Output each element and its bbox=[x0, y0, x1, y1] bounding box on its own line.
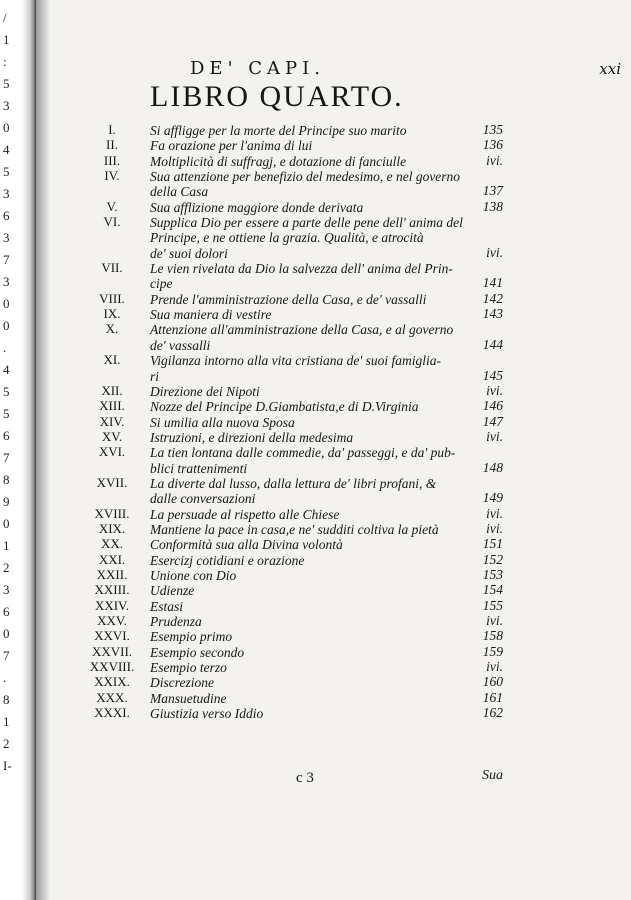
page-reference: 154 bbox=[482, 582, 503, 598]
margin-glyph: 0 bbox=[3, 296, 10, 311]
chapter-number: XII. bbox=[101, 382, 123, 398]
chapter-title-line: Vigilanza intorno alla vita cristiana de' suoi famiglia- bbox=[150, 353, 442, 369]
page-reference: 144 bbox=[482, 336, 503, 352]
margin-glyph: . bbox=[3, 670, 7, 685]
margin-glyph: 3 bbox=[3, 186, 10, 201]
chapter-number: XXVIII. bbox=[89, 659, 135, 675]
page-reference: 136 bbox=[482, 137, 503, 153]
page-reference: 143 bbox=[482, 306, 503, 322]
chapter-title-line: Esercizj cotidiani e orazione bbox=[150, 552, 305, 568]
toc-entry bbox=[0, 292, 631, 307]
chapter-title-line: de' suoi dolori bbox=[150, 245, 228, 261]
chapter-title-line: Esempio primo bbox=[150, 629, 233, 645]
chapter-title-line: Principe, e ne ottiene la grazia. Qualità, e atrocità bbox=[150, 230, 424, 246]
section-title: LIBRO QUARTO. bbox=[150, 80, 404, 113]
chapter-number: XXXI. bbox=[94, 705, 130, 721]
page-reference: ivi. bbox=[486, 382, 503, 398]
toc-entry bbox=[0, 200, 631, 215]
toc-entry bbox=[0, 169, 631, 200]
margin-glyph: 5 bbox=[3, 384, 10, 399]
margin-glyph: 0 bbox=[3, 626, 10, 641]
toc-entry bbox=[0, 553, 631, 568]
toc-entry bbox=[0, 353, 631, 384]
margin-glyph: 8 bbox=[3, 472, 10, 487]
toc-entry bbox=[0, 322, 631, 353]
chapter-number: X. bbox=[105, 321, 119, 337]
margin-glyph: 0 bbox=[3, 120, 10, 135]
margin-glyph: 3 bbox=[3, 230, 10, 245]
catchword: Sua bbox=[482, 768, 503, 783]
margin-glyph: 3 bbox=[3, 98, 10, 113]
page-reference: 155 bbox=[482, 597, 503, 613]
chapter-number: VI. bbox=[103, 214, 121, 230]
toc-entry bbox=[0, 537, 631, 552]
toc-entry bbox=[0, 138, 631, 153]
page-reference: 142 bbox=[482, 290, 503, 306]
margin-glyph: 7 bbox=[3, 252, 10, 267]
page-reference: ivi. bbox=[486, 152, 503, 168]
chapter-title-line: ri bbox=[150, 368, 160, 384]
page-reference: ivi. bbox=[486, 520, 503, 536]
chapter-title-line: Istruzioni, e direzioni della medesima bbox=[150, 429, 354, 445]
margin-glyph: 9 bbox=[3, 494, 10, 509]
page-reference: 153 bbox=[482, 566, 503, 582]
chapter-title-line: Attenzione all'amministrazione della Casa, e al governo bbox=[150, 322, 454, 338]
chapter-title-line: La persuade al rispetto alle Chiese bbox=[150, 506, 340, 522]
page-reference: ivi. bbox=[486, 613, 503, 628]
chapter-number: XVII. bbox=[96, 474, 128, 490]
page-reference: 161 bbox=[482, 689, 503, 705]
margin-glyph: 4 bbox=[3, 362, 10, 377]
chapter-title-line: Sua maniera di vestire bbox=[150, 307, 272, 323]
page-reference: 135 bbox=[482, 122, 503, 137]
chapter-number: I. bbox=[108, 122, 116, 137]
page-reference: 138 bbox=[482, 198, 503, 214]
margin-glyph: 6 bbox=[3, 428, 10, 443]
margin-glyph: 5 bbox=[3, 164, 10, 179]
chapter-title-line: La tien lontana dalle commedie, da' passeggi, e da' pub- bbox=[150, 445, 456, 461]
page-reference: 141 bbox=[482, 275, 503, 291]
toc-entry bbox=[0, 691, 631, 706]
chapter-title-line: Fa orazione per l'anima di lui bbox=[150, 138, 313, 154]
chapter-title-line: Discrezione bbox=[150, 675, 214, 691]
toc-entry bbox=[0, 154, 631, 169]
toc-entry bbox=[0, 599, 631, 614]
page-reference: 145 bbox=[482, 367, 503, 383]
chapter-title-line: Sua attenzione per benefizio del medesimo, e nel governo bbox=[150, 169, 461, 185]
margin-glyph: 0 bbox=[3, 318, 10, 333]
toc-entry bbox=[0, 629, 631, 644]
chapter-title-line: Esempio terzo bbox=[150, 660, 227, 676]
toc-entry bbox=[0, 568, 631, 583]
chapter-title-line: Unione con Dio bbox=[150, 567, 237, 583]
signature-mark: c 3 bbox=[296, 770, 314, 786]
chapter-title-line: della Casa bbox=[150, 184, 209, 200]
chapter-title-line: de' vassalli bbox=[150, 337, 211, 353]
toc-entry bbox=[0, 522, 631, 537]
chapter-title-line: cipe bbox=[150, 276, 173, 292]
page-reference: 160 bbox=[482, 674, 503, 690]
margin-glyph: 2 bbox=[3, 560, 10, 575]
toc-entry bbox=[0, 384, 631, 399]
page-reference: ivi. bbox=[486, 428, 503, 444]
page-reference: 148 bbox=[482, 459, 503, 475]
chapter-number: XXII. bbox=[96, 566, 128, 582]
margin-glyph: 2 bbox=[3, 736, 10, 751]
page-reference: 151 bbox=[482, 536, 503, 552]
chapter-number: III. bbox=[103, 152, 121, 168]
toc-entry bbox=[0, 261, 631, 292]
chapter-title-line: blici trattenimenti bbox=[150, 460, 248, 476]
page-reference: 146 bbox=[482, 398, 503, 414]
toc-entry bbox=[0, 583, 631, 598]
chapter-title-line: Sua afflizione maggiore donde derivata bbox=[150, 199, 364, 215]
chapter-number: XVIII. bbox=[94, 505, 130, 521]
toc-entry bbox=[0, 675, 631, 690]
chapter-number: XX. bbox=[100, 536, 124, 552]
chapter-number: XXIV. bbox=[94, 597, 130, 613]
margin-glyph: 5 bbox=[3, 406, 10, 421]
chapter-title-line: Prudenza bbox=[150, 614, 202, 629]
chapter-title-line: Prende l'amministrazione della Casa, e de' vassalli bbox=[150, 291, 427, 307]
margin-glyph: I- bbox=[3, 758, 12, 773]
page-reference: 162 bbox=[482, 705, 503, 721]
page-reference: 137 bbox=[482, 183, 503, 199]
chapter-title-line: Udienze bbox=[150, 583, 195, 599]
chapter-number: XXVII. bbox=[91, 643, 133, 659]
chapter-number: XXV. bbox=[97, 613, 127, 628]
margin-glyph: 1 bbox=[3, 538, 10, 553]
margin-glyph: 4 bbox=[3, 142, 10, 157]
page-reference: ivi. bbox=[486, 244, 503, 260]
toc-entry bbox=[0, 123, 631, 138]
chapter-title-line: Si umilia alla nuova Sposa bbox=[150, 414, 295, 430]
toc-entry bbox=[0, 430, 631, 445]
margin-glyph: 6 bbox=[3, 208, 10, 223]
chapter-number: VII. bbox=[101, 260, 123, 276]
toc-entry bbox=[0, 645, 631, 660]
chapter-title-line: Nozze del Principe D.Giambatista,e di D.Virginia bbox=[150, 399, 419, 415]
toc-entry bbox=[0, 415, 631, 430]
chapter-number: IV. bbox=[104, 168, 120, 184]
margin-glyph: 8 bbox=[3, 692, 10, 707]
chapter-number: XV. bbox=[101, 428, 123, 444]
margin-glyph: 3 bbox=[3, 274, 10, 289]
chapter-number: XVI. bbox=[98, 444, 126, 460]
toc-entry bbox=[0, 476, 631, 507]
margin-glyph: 3 bbox=[3, 582, 10, 597]
chapter-number: XIV. bbox=[99, 413, 125, 429]
chapter-number: XI. bbox=[103, 352, 121, 368]
page-reference: 149 bbox=[482, 490, 503, 506]
toc-entry bbox=[0, 307, 631, 322]
chapter-title-line: La diverte dal lusso, dalla lettura de' libri profani, & bbox=[150, 475, 437, 491]
chapter-title-line: Si affligge per la morte del Principe suo marito bbox=[150, 123, 407, 138]
margin-glyph: 7 bbox=[3, 648, 10, 663]
margin-glyph: . bbox=[3, 340, 7, 355]
margin-glyph: 1 bbox=[3, 714, 10, 729]
page-reference: ivi. bbox=[486, 505, 503, 521]
chapter-title-line: Mantiene la pace in casa,e ne' sudditi coltiva la pietà bbox=[150, 521, 439, 537]
chapter-number: V. bbox=[106, 198, 118, 214]
chapter-title-line: dalle conversazioni bbox=[150, 491, 256, 507]
page-reference: 147 bbox=[482, 413, 503, 429]
chapter-title-line: Conformità sua alla Divina volontà bbox=[150, 537, 343, 553]
running-title: DE' CAPI. bbox=[190, 58, 325, 79]
chapter-title-line: Le vien rivelata da Dio la salvezza dell' anima del Prin- bbox=[150, 261, 453, 277]
chapter-number: XIII. bbox=[99, 398, 125, 414]
chapter-number: II. bbox=[106, 137, 118, 153]
chapter-number: XXIX. bbox=[94, 674, 130, 690]
toc-entry bbox=[0, 445, 631, 476]
chapter-number: XXIII. bbox=[94, 582, 130, 598]
page-reference: ivi. bbox=[486, 659, 503, 675]
page-reference: 158 bbox=[482, 628, 503, 644]
margin-glyph: : bbox=[3, 54, 7, 69]
table-of-contents bbox=[0, 123, 631, 721]
chapter-title-line: Supplica Dio per essere a parte delle pene dell' anima del bbox=[150, 215, 463, 231]
chapter-title-line: Giustizia verso Iddio bbox=[150, 706, 264, 722]
margin-glyph: 1 bbox=[3, 32, 10, 47]
chapter-number: XXX. bbox=[96, 689, 128, 705]
page-reference: 159 bbox=[482, 643, 503, 659]
chapter-title-line: Esempio secondo bbox=[150, 644, 245, 660]
chapter-number: XXVI. bbox=[94, 628, 130, 644]
toc-entry bbox=[0, 614, 631, 629]
chapter-number: XIX. bbox=[98, 520, 126, 536]
chapter-number: IX. bbox=[103, 306, 121, 322]
chapter-title-line: Mansuetudine bbox=[150, 690, 227, 706]
toc-entry bbox=[0, 399, 631, 414]
chapter-number: VIII. bbox=[99, 290, 125, 306]
toc-entry bbox=[0, 706, 631, 721]
chapter-title-line: Estasi bbox=[150, 598, 184, 614]
toc-entry bbox=[0, 507, 631, 522]
chapter-number: XXI. bbox=[98, 551, 126, 567]
margin-glyph: 0 bbox=[3, 516, 10, 531]
chapter-title-line: Moltiplicità di suffragj, e dotazione di fanciulle bbox=[150, 153, 407, 169]
chapter-title-line: Direzione dei Nipoti bbox=[150, 383, 260, 399]
margin-glyph: 5 bbox=[3, 76, 10, 91]
margin-glyph: 7 bbox=[3, 450, 10, 465]
toc-entry bbox=[0, 660, 631, 675]
page-reference: 152 bbox=[482, 551, 503, 567]
toc-entry bbox=[0, 215, 631, 261]
page-number: xxi bbox=[599, 60, 621, 78]
margin-glyph: 6 bbox=[3, 604, 10, 619]
margin-glyph: / bbox=[3, 10, 7, 25]
